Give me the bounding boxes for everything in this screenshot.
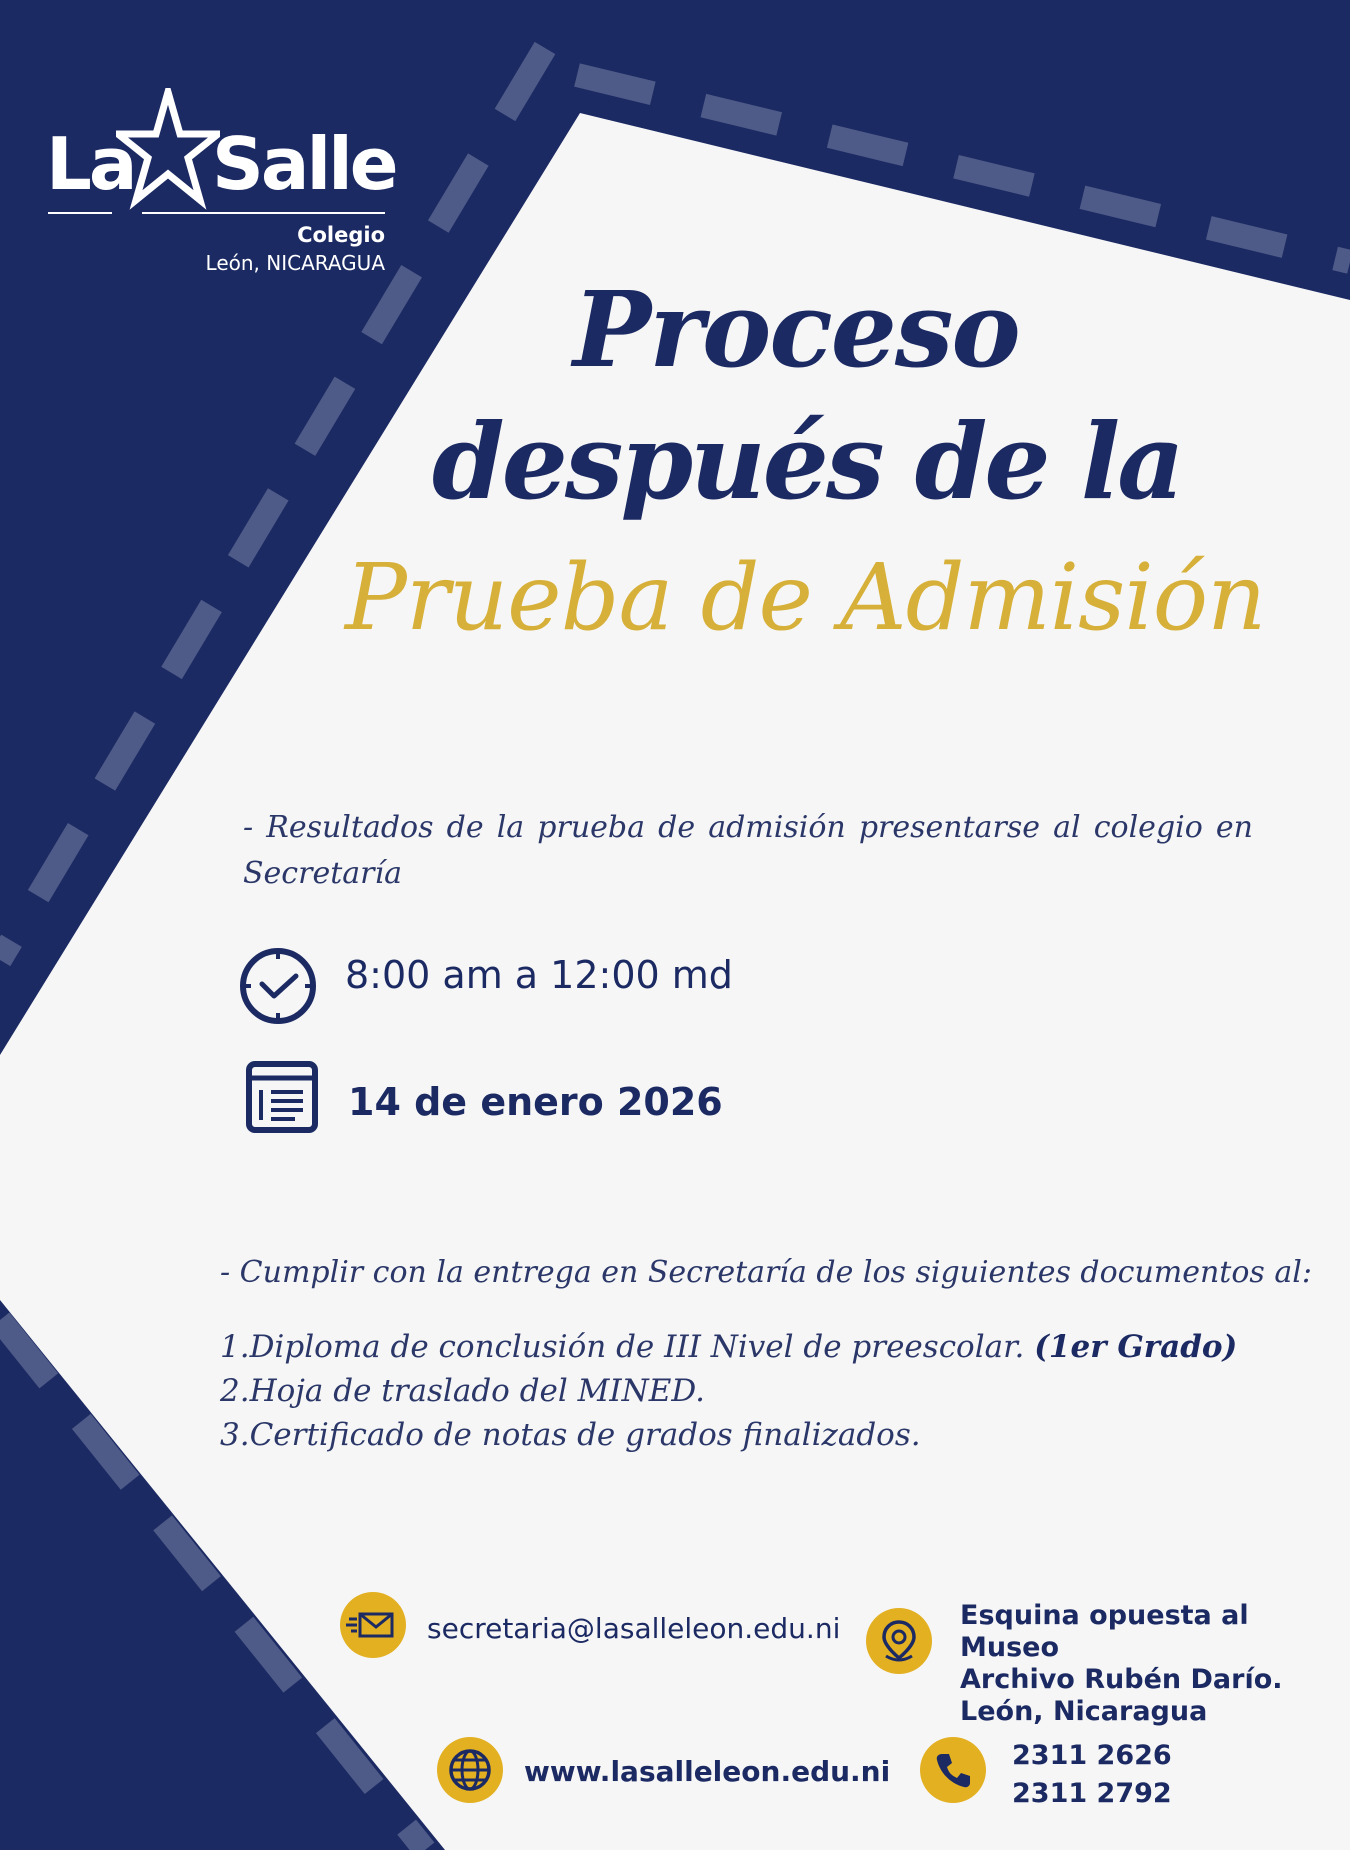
title-line-2: después de la xyxy=(432,400,1182,523)
contact-phones xyxy=(1012,1737,1172,1813)
title-line-3: Prueba de Admisión xyxy=(345,544,1266,651)
phone-number-1[interactable]: 2311 2626 xyxy=(1012,1740,1172,1771)
phone-icon xyxy=(920,1737,986,1803)
logo-underline-left xyxy=(48,212,112,214)
logo-location: León, NICARAGUA xyxy=(205,251,385,275)
address-line-2: Archivo Rubén Darío. xyxy=(960,1664,1283,1695)
schedule-time: 8:00 am a 12:00 md xyxy=(345,953,733,997)
logo-underline-right xyxy=(142,212,385,214)
logo-subtitle: Colegio xyxy=(297,223,385,247)
address-line-1: Esquina opuesta al Museo xyxy=(960,1600,1249,1663)
star-icon xyxy=(116,88,220,218)
requirements-intro: - Cumplir con la entrega en Secretaría de los siguientes documentos al: xyxy=(220,1255,1312,1290)
list-item xyxy=(220,1413,1237,1457)
requirement-grade: (1er Grado) xyxy=(1034,1329,1238,1365)
phone-number-2[interactable]: 2311 2792 xyxy=(1012,1778,1172,1809)
list-item xyxy=(220,1325,1237,1369)
requirements-list xyxy=(220,1325,1237,1457)
results-note: - Resultados de la prueba de admisión presentarse al colegio en Secretaría xyxy=(243,810,1253,891)
logo-word-salle: Salle xyxy=(212,122,396,206)
contact-website[interactable]: www.lasalleleon.edu.ni xyxy=(524,1755,891,1788)
contact-address xyxy=(960,1600,1350,1728)
calendar-icon xyxy=(245,1060,319,1134)
requirement-text: 1.Diploma de conclusión de III Nivel de preescolar. xyxy=(220,1329,1025,1365)
requirement-text: 3.Certificado de notas de grados finalizados. xyxy=(220,1417,921,1453)
list-item xyxy=(220,1369,1237,1413)
location-pin-icon xyxy=(866,1608,932,1674)
title-line-1: Proceso xyxy=(573,268,1019,391)
requirement-text: 2.Hoja de traslado del MINED. xyxy=(220,1373,705,1409)
globe-icon xyxy=(437,1737,503,1803)
contact-email[interactable]: secretaria@lasalleleon.edu.ni xyxy=(427,1612,841,1645)
schedule-date: 14 de enero 2026 xyxy=(348,1080,723,1124)
address-line-3: León, Nicaragua xyxy=(960,1696,1208,1727)
mail-icon xyxy=(340,1592,406,1658)
logo-word-la: La xyxy=(46,122,135,206)
logo-subtitle-block xyxy=(40,215,385,275)
clock-icon xyxy=(238,946,318,1026)
